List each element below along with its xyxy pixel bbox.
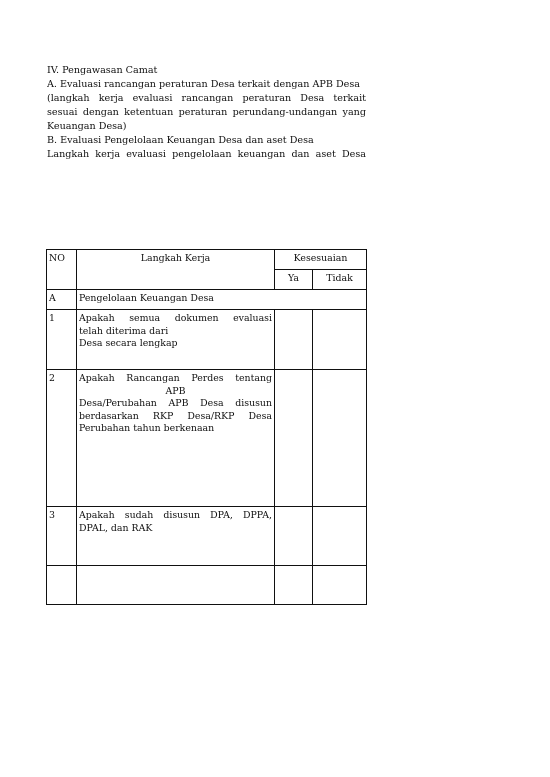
tidak-cell[interactable] [313,310,367,370]
row-number [47,566,77,605]
subsection-b-heading: B. Evaluasi Pengelolaan Keuangan Desa dan aset Desa [47,135,314,146]
table-row [47,310,367,370]
row-langkah-kerja [77,310,275,370]
ya-cell[interactable] [275,507,313,566]
header-tidak: Tidak [313,270,367,290]
evaluation-table [46,249,367,605]
row-langkah-kerja [77,566,275,605]
paragraph-line: sesuai dengan ketentuan peraturan perundang-undangan yang [47,107,366,118]
document-text [47,64,366,162]
row-text-line: Apakah semua dokumen evaluasi [79,313,272,324]
row-text-line: Perubahan tahun berkenaan [79,423,215,434]
paragraph-line: Keuangan Desa) [47,121,127,132]
row-text-line: berdasarkan RKP Desa/RKP Desa [79,410,272,422]
row-number: 1 [47,310,77,370]
table-header-row [47,250,367,270]
row-number: 2 [47,370,77,507]
table-row [47,507,367,566]
row-text-line: DPAL, dan RAK [79,522,153,534]
row-langkah-kerja [77,507,275,566]
subsection-a-heading: A. Evaluasi rancangan peraturan Desa terkait dengan APB Desa [47,79,360,90]
row-number: 3 [47,507,77,566]
section-heading-iv: IV. Pengawasan Camat [47,65,158,76]
tidak-cell[interactable] [313,566,367,605]
header-langkah-kerja: Langkah Kerja [77,250,275,290]
row-text-line: APB [165,385,186,397]
ya-cell[interactable] [275,310,313,370]
section-row [47,290,367,310]
paragraph-line: (langkah kerja evaluasi rancangan peraturan Desa terkait [47,93,366,104]
header-no: NO [47,250,77,290]
ya-cell[interactable] [275,566,313,605]
ya-cell[interactable] [275,370,313,507]
row-text-line: telah diterima dari [79,325,169,337]
row-text-line: Desa/Perubahan APB Desa disusun [79,398,272,409]
table-row [47,370,367,507]
row-text-line: Apakah Rancangan Perdes tentang [79,373,272,384]
header-kesesuaian: Kesesuaian [275,250,367,270]
paragraph-line: Langkah kerja evaluasi pengelolaan keuangan dan aset Desa [47,149,366,160]
table-row-empty [47,566,367,605]
section-title: Pengelolaan Keuangan Desa [77,290,367,310]
row-text-line: Apakah sudah disusun DPA, DPPA, [79,510,272,521]
row-text-line: Desa secara lengkap [79,338,178,349]
header-ya: Ya [275,270,313,290]
tidak-cell[interactable] [313,507,367,566]
row-langkah-kerja [77,370,275,507]
tidak-cell[interactable] [313,370,367,507]
section-code: A [47,290,77,310]
